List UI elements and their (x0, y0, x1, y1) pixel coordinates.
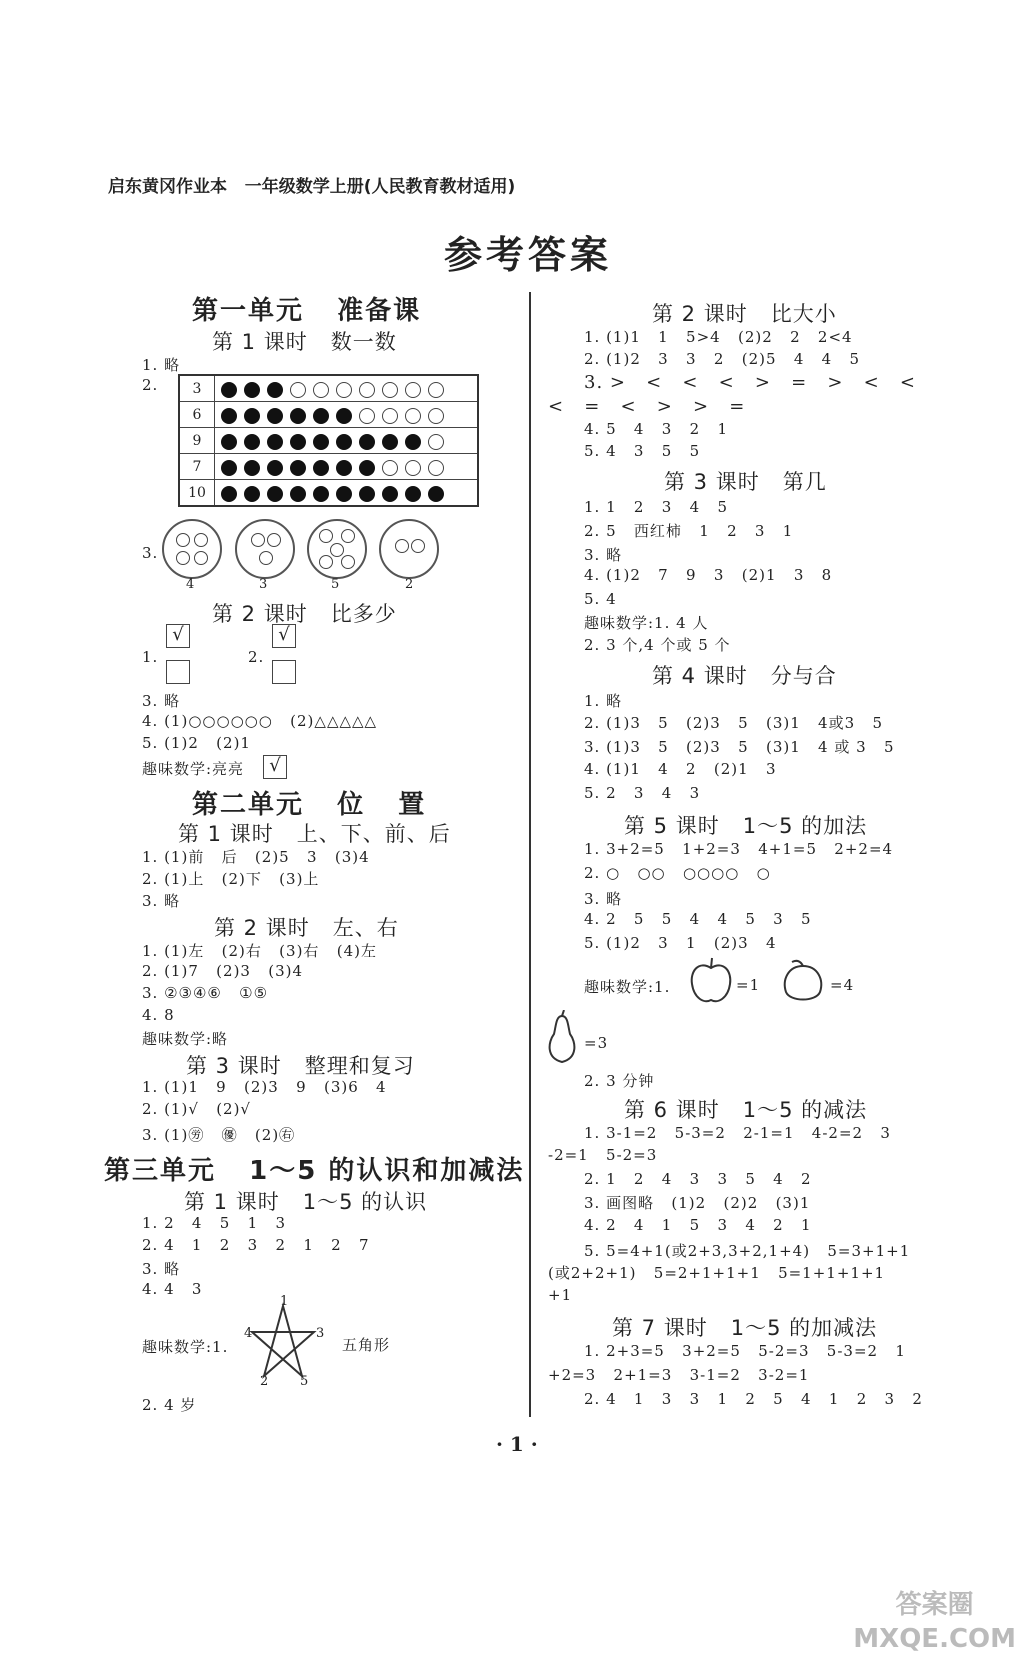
dot-grid-count: 10 (179, 480, 215, 507)
star-num-2: 2 (260, 1374, 269, 1389)
unit2-heading: 第二单元 位 置 (192, 790, 427, 820)
dot-grid-count: 3 (179, 375, 215, 402)
small-apple-icon (176, 551, 190, 565)
dot-grid-count: 9 (179, 428, 215, 454)
checkbox-2-empty (272, 660, 296, 684)
filled-dot (336, 486, 352, 502)
empty-dot (428, 408, 444, 424)
r-l5-q2: 2. ○ ○○ ○○○○ ○ (584, 864, 771, 882)
u2l2-q4: 4. 8 (142, 1006, 175, 1024)
small-apple-icon (251, 533, 265, 547)
u2l3-q2: 2. (1)√ (2)√ (142, 1100, 251, 1118)
dot-grid-dots (215, 428, 479, 454)
circle-count-4: 2 (405, 577, 414, 592)
u3l1-q3: 3. 略 (142, 1260, 181, 1278)
empty-dot (405, 382, 421, 398)
watermark: 答案圈 MXQE.COM (853, 1590, 1016, 1654)
filled-dot (382, 486, 398, 502)
r-l5-fun2: 2. 3 分钟 (584, 1072, 655, 1090)
peach-icon (778, 958, 828, 1006)
empty-dot (428, 382, 444, 398)
filled-dot (336, 434, 352, 450)
r-l7-q2: 2. 4 1 3 3 1 2 5 4 1 2 3 2 (584, 1390, 923, 1408)
r-l7-q1: 1. 2+3=5 3+2=5 5-2=3 5-3=2 1 (584, 1342, 906, 1360)
dot-grid (178, 374, 479, 507)
empty-dot (382, 460, 398, 476)
filled-dot (290, 408, 306, 424)
r-l2-q1: 1. (1)1 1 5>4 (2)2 2 2<4 (584, 328, 853, 346)
r-l2-q4: 4. 5 4 3 2 1 (584, 420, 729, 438)
small-apple-icon (341, 555, 355, 569)
filled-dot (290, 460, 306, 476)
r-lesson7-heading: 第 7 课时 1～5 的加减法 (612, 1316, 878, 1340)
small-apple-icon (194, 551, 208, 565)
filled-dot (221, 382, 237, 398)
apple-icon (688, 956, 734, 1006)
u1l2-q3: 3. 略 (142, 692, 181, 710)
empty-dot (382, 382, 398, 398)
filled-dot (267, 408, 283, 424)
apple-equation: =1 (736, 976, 761, 994)
u2l2-q3: 3. ②③④⑥ ①⑤ (142, 984, 269, 1002)
r-l6-q2: 2. 1 2 4 3 3 5 4 2 (584, 1170, 812, 1188)
r-l3-q2: 2. 5 西红柿 1 2 3 1 (584, 522, 794, 540)
u3-lesson1-heading: 第 1 课时 1～5 的认识 (184, 1190, 428, 1214)
filled-dot (359, 434, 375, 450)
dot-grid-row (179, 375, 478, 402)
u1l2-fun: 趣味数学:亮亮 (142, 760, 245, 778)
r-l4-q1: 1. 略 (584, 692, 623, 710)
u2l1-q2: 2. (1)上 (2)下 (3)上 (142, 870, 320, 888)
filled-dot (221, 434, 237, 450)
r-l2-q3b: < = < > > = (548, 396, 746, 417)
r-l4-q2: 2. (1)3 5 (2)3 5 (3)1 4或3 5 (584, 714, 883, 732)
dot-grid-row (179, 454, 478, 480)
filled-dot (313, 434, 329, 450)
u2-lesson2-heading: 第 2 课时 左、右 (214, 916, 399, 940)
checkbox-1-checked: √ (166, 624, 190, 648)
circle-count-2: 3 (259, 577, 268, 592)
small-apple-icon (330, 543, 344, 557)
r-l3-fun1: 趣味数学:1. 4 人 (584, 614, 709, 632)
circle-count-1: 4 (186, 577, 195, 592)
filled-dot (313, 408, 329, 424)
star-num-5: 5 (300, 1374, 309, 1389)
r-l6-q3: 3. 画图略 (1)2 (2)2 (3)1 (584, 1194, 811, 1212)
filled-dot (244, 382, 260, 398)
r-l2-q5: 5. 4 3 5 5 (584, 442, 701, 460)
filled-dot (221, 460, 237, 476)
r-l6-q1b: -2=1 5-2=3 (548, 1146, 658, 1164)
u1l2-q5: 5. (1)2 (2)1 (142, 734, 251, 752)
u1l1-q3: 3. (142, 544, 159, 562)
filled-dot (313, 460, 329, 476)
u3l1-q1: 1. 2 4 5 1 3 (142, 1214, 287, 1232)
dot-grid-row (179, 428, 478, 454)
r-l2-q2: 2. (1)2 3 3 2 (2)5 4 4 5 (584, 350, 861, 368)
u1l2-q2: 2. (248, 648, 265, 666)
u1l1-q1: 1. 略 (142, 356, 181, 374)
filled-dot (336, 408, 352, 424)
u3l1-q2: 2. 4 1 2 3 2 1 2 7 (142, 1236, 370, 1254)
filled-dot (267, 460, 283, 476)
u2l2-fun: 趣味数学:略 (142, 1030, 229, 1048)
r-l6-q1: 1. 3-1=2 5-3=2 2-1=1 4-2=2 3 (584, 1124, 891, 1142)
small-apple-icon (194, 533, 208, 547)
star-num-1: 1 (280, 1294, 289, 1309)
u2l2-q1: 1. (1)左 (2)右 (3)右 (4)左 (142, 942, 377, 960)
empty-dot (405, 408, 421, 424)
filled-dot (267, 434, 283, 450)
u1l2-q1: 1. (142, 648, 159, 666)
dot-grid-count: 7 (179, 454, 215, 480)
r-l2-q3: 3. > < < < > = > < < (584, 372, 916, 393)
filled-dot (313, 486, 329, 502)
r-lesson2-heading: 第 2 课时 比大小 (652, 302, 837, 326)
r-l6-q5: 5. 5=4+1(或2+3,3+2,1+4) 5=3+1+1 (584, 1242, 911, 1260)
r-l4-q3: 3. (1)3 5 (2)3 5 (3)1 4 或 3 5 (584, 738, 895, 756)
small-apple-icon (319, 555, 333, 569)
filled-dot (290, 486, 306, 502)
r-l6-q5b: (或2+2+1) 5=2+1+1+1 5=1+1+1+1 (548, 1264, 886, 1282)
u1l1-q2: 2. (142, 376, 159, 394)
u2l1-q3: 3. 略 (142, 892, 181, 910)
star-label: 五角形 (342, 1336, 391, 1354)
empty-dot (382, 408, 398, 424)
r-l3-q5: 5. 4 (584, 590, 617, 608)
small-apple-icon (176, 533, 190, 547)
filled-dot (244, 408, 260, 424)
peach-equation: =4 (830, 976, 855, 994)
r-lesson6-heading: 第 6 课时 1～5 的减法 (624, 1098, 868, 1122)
apple-group-1 (162, 519, 222, 579)
dot-grid-row (179, 480, 478, 507)
small-apple-icon (411, 539, 425, 553)
r-l4-q5: 5. 2 3 4 3 (584, 784, 701, 802)
apple-group-2 (235, 519, 295, 579)
small-apple-icon (259, 551, 273, 565)
filled-dot (244, 460, 260, 476)
r-l4-q4: 4. (1)1 4 2 (2)1 3 (584, 760, 777, 778)
page-title: 参考答案 (444, 233, 613, 277)
u1l2-q4: 4. (1)○○○○○○ (2)△△△△△ (142, 712, 378, 730)
filled-dot (267, 486, 283, 502)
filled-dot (221, 486, 237, 502)
r-l5-fun: 趣味数学:1. (584, 978, 671, 996)
r-l5-q5: 5. (1)2 3 1 (2)3 4 (584, 934, 777, 952)
dot-grid-count: 6 (179, 402, 215, 428)
u2-lesson1-heading: 第 1 课时 上、下、前、后 (178, 822, 451, 846)
filled-dot (428, 486, 444, 502)
unit1-heading: 第一单元 准备课 (192, 296, 422, 326)
small-apple-icon (341, 529, 355, 543)
dot-grid-dots (215, 480, 479, 507)
u3l1-fun: 趣味数学:1. (142, 1338, 229, 1356)
u2l1-q1: 1. (1)前 后 (2)5 3 (3)4 (142, 848, 370, 866)
star-num-4: 4 (244, 1326, 253, 1341)
filled-dot (290, 434, 306, 450)
dot-grid-row (179, 402, 478, 428)
r-l5-q4: 4. 2 5 5 4 4 5 3 5 (584, 910, 812, 928)
u2l3-q1: 1. (1)1 9 (2)3 9 (3)6 4 (142, 1078, 387, 1096)
r-lesson5-heading: 第 5 课时 1～5 的加法 (624, 814, 868, 838)
empty-dot (359, 408, 375, 424)
u2l3-q3: 3. (1)㊘ ㊝ (2)㊨ (142, 1126, 296, 1144)
empty-dot (290, 382, 306, 398)
r-l6-q5c: +1 (548, 1286, 573, 1304)
dot-grid-dots (215, 402, 479, 428)
r-l3-q4: 4. (1)2 7 9 3 (2)1 3 8 (584, 566, 833, 584)
r-l3-q1: 1. 1 2 3 4 5 (584, 498, 729, 516)
pear-icon (544, 1010, 580, 1066)
u3l1-fun2: 2. 4 岁 (142, 1396, 197, 1414)
r-l3-q3: 3. 略 (584, 546, 623, 564)
empty-dot (405, 460, 421, 476)
small-apple-icon (267, 533, 281, 547)
checkbox-1-empty (166, 660, 190, 684)
star-num-3: 3 (316, 1326, 325, 1341)
checkbox-2-checked: √ (272, 624, 296, 648)
r-l7-q1b: +2=3 2+1=3 3-1=2 3-2=1 (548, 1366, 810, 1384)
header-line: 启东黄冈作业本 一年级数学上册(人民教育教材适用) (108, 177, 516, 197)
filled-dot (359, 486, 375, 502)
r-lesson3-heading: 第 3 课时 第几 (664, 470, 827, 494)
small-apple-icon (395, 539, 409, 553)
empty-dot (428, 460, 444, 476)
empty-dot (359, 382, 375, 398)
filled-dot (405, 486, 421, 502)
empty-dot (336, 382, 352, 398)
filled-dot (244, 486, 260, 502)
circle-count-3: 5 (331, 577, 340, 592)
filled-dot (267, 382, 283, 398)
r-l6-q4: 4. 2 4 1 5 3 4 2 1 (584, 1216, 812, 1234)
r-l5-q3: 3. 略 (584, 890, 623, 908)
dot-grid-dots (215, 375, 479, 402)
u3l1-q4: 4. 4 3 (142, 1280, 203, 1298)
column-divider (529, 292, 531, 1417)
r-l3-fun2: 2. 3 个,4 个或 5 个 (584, 636, 731, 654)
dot-grid-dots (215, 454, 479, 480)
small-apple-icon (319, 529, 333, 543)
page-number: · 1 · (496, 1432, 538, 1456)
empty-dot (313, 382, 329, 398)
empty-dot (428, 434, 444, 450)
pear-equation: =3 (584, 1034, 609, 1052)
star-figure (244, 1298, 325, 1386)
filled-dot (382, 434, 398, 450)
filled-dot (221, 408, 237, 424)
apple-group-4 (379, 519, 439, 579)
fun-checkbox: √ (263, 755, 287, 779)
r-l5-q1: 1. 3+2=5 1+2=3 4+1=5 2+2=4 (584, 840, 894, 858)
filled-dot (336, 460, 352, 476)
apple-group-3 (307, 519, 367, 579)
unit3-heading: 第三单元 1～5 的认识和加减法 (104, 1156, 525, 1186)
filled-dot (359, 460, 375, 476)
filled-dot (405, 434, 421, 450)
r-lesson4-heading: 第 4 课时 分与合 (652, 664, 837, 688)
u1-lesson2-heading: 第 2 课时 比多少 (212, 602, 397, 626)
u2l2-q2: 2. (1)7 (2)3 (3)4 (142, 962, 304, 980)
u1-lesson1-heading: 第 1 课时 数一数 (212, 330, 397, 354)
filled-dot (244, 434, 260, 450)
u2-lesson3-heading: 第 3 课时 整理和复习 (186, 1054, 415, 1078)
